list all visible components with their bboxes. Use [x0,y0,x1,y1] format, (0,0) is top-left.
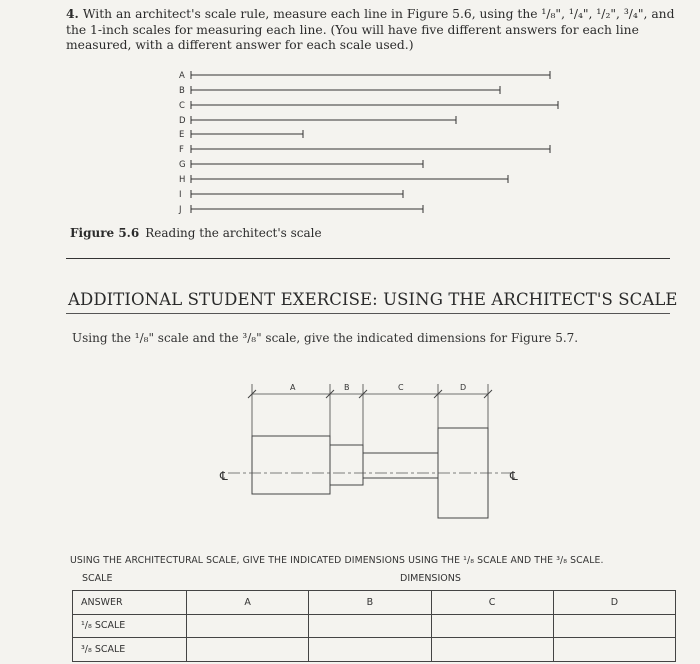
figure-caption-label: Figure 5.6 [70,226,140,240]
dim-label-d: D [460,383,467,392]
measure-line-a [191,71,550,79]
line-label-a: A [179,71,185,81]
table-row-three-eighths-scale [73,638,676,662]
dim-label-b: B [344,383,350,392]
answer-cell-eighth-b[interactable] [309,614,431,638]
question-4 [66,6,678,54]
line-label-j: J [179,205,182,215]
measure-line-g [191,160,423,168]
figure-5-6-lines [175,66,565,218]
table-row-eighth-scale [73,614,676,638]
measure-line-j [191,205,423,213]
centerline-symbol-right: ℄ [510,469,518,483]
figure-caption-text: Reading the architect's scale [145,226,322,240]
line-label-g: G [179,160,186,170]
answer-cell-three-eighths-d[interactable] [553,638,675,662]
row-label-eighth-scale: ¹/₈ SCALE [73,614,187,638]
figure-5-6-caption [70,226,322,240]
line-label-e: E [179,130,185,140]
table-row-answer [73,591,676,615]
section-title: ADDITIONAL STUDENT EXERCISE: USING THE ARCHITECT'S SCALE [68,290,678,309]
centerline-symbol-left: ℄ [220,469,228,483]
line-label-f: F [179,145,184,155]
answer-cell-three-eighths-c[interactable] [431,638,553,662]
measure-line-d [191,116,456,124]
measure-line-i [191,190,403,198]
measure-line-h [191,175,508,183]
column-header-b: B [309,591,431,615]
question-text: With an architect's scale rule, measure each line in Figure 5.6, using the ¹/₈", ¹/₄", ¹/₂", ³/₄", and the 1-inch scales for measuring each line. (You will have five different answers for each line measured, with a different answer for each scale used.) [66,7,675,53]
dim-label-a: A [290,383,296,392]
dim-label-c: C [398,383,404,392]
measure-line-e [191,130,303,138]
line-label-h: H [179,175,186,185]
shaft-collar-section [330,445,363,485]
question-number: 4. [66,6,79,21]
section-divider [66,258,670,259]
row-label-answer: ANSWER [73,591,187,615]
shaft-thin-section [363,453,438,478]
measure-line-b [191,86,500,94]
scale-column-label: SCALE [82,573,113,584]
dimensions-label: DIMENSIONS [400,573,461,584]
figure-5-7-shaft-drawing [210,378,540,528]
row-label-three-eighths-scale: ³/₈ SCALE [73,638,187,662]
line-label-b: B [179,86,185,96]
section-instruction: Using the ¹/₈" scale and the ³/₈" scale, give the indicated dimensions for Figure 5.7. [72,331,579,345]
table-heading: USING THE ARCHITECTURAL SCALE, GIVE THE INDICATED DIMENSIONS USING THE ¹/₈ SCALE AND THE ³/₈ SCALE. [70,555,604,566]
line-label-d: D [179,116,186,126]
line-label-c: C [179,101,185,111]
measure-line-f [191,145,550,153]
answer-cell-three-eighths-b[interactable] [309,638,431,662]
dimensions-table [72,590,676,662]
measure-line-c [191,101,558,109]
answer-cell-eighth-c[interactable] [431,614,553,638]
column-header-a: A [187,591,309,615]
answer-cell-three-eighths-a[interactable] [187,638,309,662]
shaft-large-section [252,436,330,494]
column-header-d: D [553,591,675,615]
answer-cell-eighth-a[interactable] [187,614,309,638]
answer-cell-eighth-d[interactable] [553,614,675,638]
line-label-i: I [179,190,182,200]
column-header-c: C [431,591,553,615]
section-underline [66,313,670,314]
table-sublabels [70,573,680,587]
